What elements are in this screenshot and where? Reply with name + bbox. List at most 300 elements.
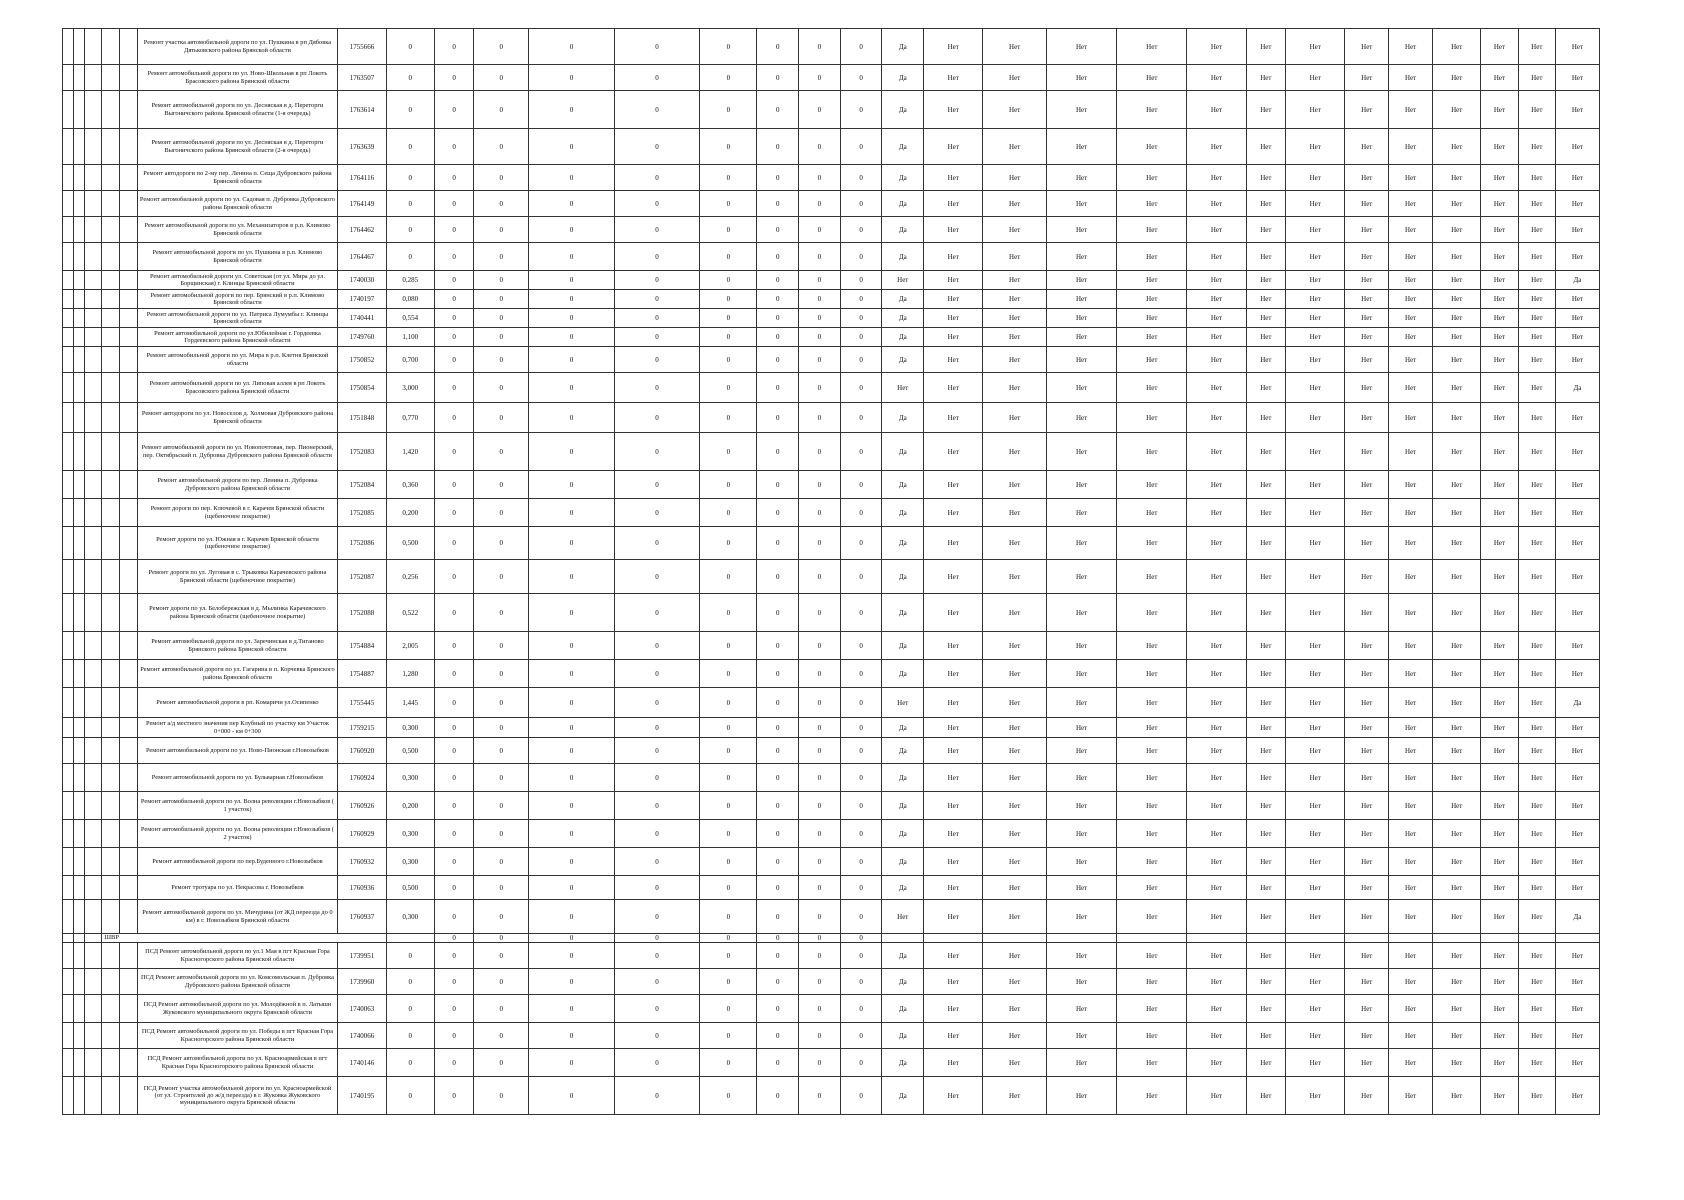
value-cell: 0 xyxy=(757,499,799,527)
value-cell: 0 xyxy=(434,290,473,309)
value-cell: 0 xyxy=(434,1077,473,1115)
object-name-cell: Ремонт тротуара по ул. Некрасова г. Новозыбков xyxy=(137,876,338,900)
flag-cell: Нет xyxy=(1117,764,1187,792)
index-cell xyxy=(120,165,138,191)
object-code-cell: 1760937 xyxy=(338,900,386,934)
flag-cell: Нет xyxy=(1389,29,1433,65)
flag-cell: Нет xyxy=(1481,1077,1518,1115)
index-cell xyxy=(120,969,138,995)
flag-cell: Нет xyxy=(1555,165,1599,191)
flag-cell: Нет xyxy=(1117,943,1187,969)
flag-cell: Нет xyxy=(1433,738,1481,764)
flag-cell: Нет xyxy=(1345,129,1389,165)
value-cell: 0 xyxy=(757,290,799,309)
flag-cell: Нет xyxy=(1555,1049,1599,1077)
flag-cell: Нет xyxy=(1117,792,1187,820)
length-cell: 0 xyxy=(386,165,434,191)
flag-cell: Нет xyxy=(1286,65,1345,91)
object-name-cell: Ремонт автомобильной дороги по ул. Ново-Пионская г.Новозыбков xyxy=(137,738,338,764)
value-cell: 0 xyxy=(529,718,615,738)
value-cell: 0 xyxy=(757,943,799,969)
flag-cell: Нет xyxy=(1555,309,1599,328)
flag-cell: Нет xyxy=(924,718,983,738)
value-cell: 0 xyxy=(757,347,799,373)
flag-cell: Нет xyxy=(1286,594,1345,632)
flag-cell: Нет xyxy=(1246,848,1285,876)
value-cell: 0 xyxy=(757,403,799,433)
value-cell: 0 xyxy=(434,848,473,876)
index-cell xyxy=(120,309,138,328)
flag-cell: Нет xyxy=(1246,129,1285,165)
flag-cell: Да xyxy=(882,527,924,560)
flag-cell: Нет xyxy=(983,527,1047,560)
value-cell: 0 xyxy=(840,165,882,191)
value-cell: 0 xyxy=(529,91,615,129)
flag-cell: Нет xyxy=(1518,900,1555,934)
flag-cell: Нет xyxy=(1286,718,1345,738)
flag-cell: Нет xyxy=(924,217,983,243)
flag-cell: Нет xyxy=(1187,560,1246,594)
value-cell: 0 xyxy=(799,347,841,373)
object-name-cell: Ремонт дороги по ул. Белобережская в д. Мылинка Карачевского района Брянской области (щебеночное покрытие) xyxy=(137,594,338,632)
value-cell: 0 xyxy=(799,129,841,165)
flag-cell: Нет xyxy=(1518,876,1555,900)
flag-cell: Нет xyxy=(1518,403,1555,433)
flag-cell: Нет xyxy=(1433,943,1481,969)
flag-cell: Нет xyxy=(1246,632,1285,660)
flag-cell: Нет xyxy=(1433,1077,1481,1115)
flag-cell: Нет xyxy=(1046,995,1116,1023)
flag-cell: Нет xyxy=(1433,820,1481,848)
value-cell: 0 xyxy=(434,129,473,165)
index-cell xyxy=(84,499,102,527)
flag-cell: Да xyxy=(882,820,924,848)
flag-cell: Нет xyxy=(1518,65,1555,91)
object-name-cell: Ремонт автодороги по 2-му пер. Ленина п. Сеща Дубровского района Брянской области xyxy=(137,165,338,191)
value-cell: 0 xyxy=(434,243,473,271)
index-cell xyxy=(73,718,84,738)
value-cell: 0 xyxy=(474,65,529,91)
flag-cell: Нет xyxy=(1345,660,1389,688)
value-cell: 0 xyxy=(529,271,615,290)
flag-cell: Нет xyxy=(1518,1049,1555,1077)
flag-cell: Нет xyxy=(1518,632,1555,660)
value-cell: 0 xyxy=(757,792,799,820)
index-cell xyxy=(84,764,102,792)
cell xyxy=(1389,934,1433,943)
flag-cell: Нет xyxy=(1286,499,1345,527)
value-cell: 0 xyxy=(757,764,799,792)
value-cell: 0 xyxy=(614,91,700,129)
flag-cell: Нет xyxy=(1117,688,1187,718)
flag-cell: Нет xyxy=(1246,820,1285,848)
index-cell xyxy=(73,943,84,969)
flag-cell: Нет xyxy=(924,688,983,718)
flag-cell: Нет xyxy=(1246,594,1285,632)
flag-cell: Нет xyxy=(1187,594,1246,632)
length-cell: 0,554 xyxy=(386,309,434,328)
index-cell xyxy=(84,1077,102,1115)
flag-cell: Нет xyxy=(1345,900,1389,934)
length-cell: 0 xyxy=(386,943,434,969)
value-cell: 0 xyxy=(474,433,529,471)
cell xyxy=(1117,934,1187,943)
table-row xyxy=(63,91,1600,129)
value-cell: 0 xyxy=(799,471,841,499)
value-cell: 0 xyxy=(614,738,700,764)
flag-cell: Нет xyxy=(1187,943,1246,969)
flag-cell: Нет xyxy=(1246,560,1285,594)
flag-cell: Нет xyxy=(1481,471,1518,499)
flag-cell: Нет xyxy=(1117,738,1187,764)
value-cell: 0 xyxy=(840,347,882,373)
flag-cell: Нет xyxy=(1433,848,1481,876)
table-row xyxy=(63,632,1600,660)
flag-cell: Нет xyxy=(983,91,1047,129)
object-name-cell: Ремонт дороги по ул. Луговая в с. Трыковка Карачевского района Брянской области (щебеночное покрытие) xyxy=(137,560,338,594)
flag-cell: Нет xyxy=(1187,373,1246,403)
flag-cell: Нет xyxy=(1246,347,1285,373)
object-code-cell: 1764462 xyxy=(338,217,386,243)
value-cell: 0 xyxy=(474,373,529,403)
flag-cell: Нет xyxy=(1246,943,1285,969)
flag-cell: Нет xyxy=(1345,792,1389,820)
object-code-cell: 1752084 xyxy=(338,471,386,499)
flag-cell: Нет xyxy=(1117,660,1187,688)
index-cell xyxy=(84,29,102,65)
index-cell xyxy=(84,347,102,373)
value-cell: 0 xyxy=(529,1049,615,1077)
value-cell: 0 xyxy=(434,328,473,347)
length-cell: 0,256 xyxy=(386,560,434,594)
flag-cell: Нет xyxy=(1433,471,1481,499)
value-cell: 0 xyxy=(757,91,799,129)
object-code-cell: 1759215 xyxy=(338,718,386,738)
index-cell xyxy=(73,499,84,527)
value-cell: 0 xyxy=(700,943,757,969)
value-cell: 0 xyxy=(529,29,615,65)
flag-cell: Нет xyxy=(1518,1023,1555,1049)
flag-cell: Нет xyxy=(1345,876,1389,900)
value-cell: 0 xyxy=(529,499,615,527)
value-cell: 0 xyxy=(434,309,473,328)
table-row xyxy=(63,688,1600,718)
flag-cell: Да xyxy=(1555,373,1599,403)
value-cell: 0 xyxy=(614,718,700,738)
index-cell xyxy=(84,65,102,91)
flag-cell: Нет xyxy=(1481,594,1518,632)
flag-cell: Нет xyxy=(1389,433,1433,471)
index-cell xyxy=(63,792,74,820)
value-cell: 0 xyxy=(529,217,615,243)
value-cell: 0 xyxy=(840,820,882,848)
flag-cell: Нет xyxy=(1187,471,1246,499)
flag-cell: Нет xyxy=(1481,560,1518,594)
value-cell: 0 xyxy=(434,560,473,594)
table-row xyxy=(63,217,1600,243)
value-cell: 0 xyxy=(799,243,841,271)
flag-cell: Нет xyxy=(1518,820,1555,848)
flag-cell: Нет xyxy=(983,373,1047,403)
flag-cell: Нет xyxy=(1345,191,1389,217)
flag-cell: Да xyxy=(882,191,924,217)
flag-cell: Нет xyxy=(1046,271,1116,290)
cell: 0 xyxy=(700,934,757,943)
flag-cell: Нет xyxy=(1117,309,1187,328)
index-cell xyxy=(120,876,138,900)
value-cell: 0 xyxy=(614,764,700,792)
flag-cell: Нет xyxy=(1187,433,1246,471)
value-cell: 0 xyxy=(474,1077,529,1115)
flag-cell: Нет xyxy=(924,560,983,594)
object-name-cell: Ремонт автомобильной дороги ул. Советская (от ул. Мира до ул. Борщинская) г. Клинцы Брянской области xyxy=(137,271,338,290)
flag-cell: Да xyxy=(882,718,924,738)
flag-cell: Нет xyxy=(1187,129,1246,165)
flag-cell: Нет xyxy=(1286,471,1345,499)
flag-cell: Нет xyxy=(1246,271,1285,290)
index-cell xyxy=(63,499,74,527)
flag-cell: Нет xyxy=(1433,433,1481,471)
value-cell: 0 xyxy=(799,969,841,995)
flag-cell: Нет xyxy=(1286,91,1345,129)
flag-cell: Нет xyxy=(1555,876,1599,900)
flag-cell: Нет xyxy=(924,165,983,191)
flag-cell: Нет xyxy=(1481,527,1518,560)
flag-cell: Нет xyxy=(1246,29,1285,65)
flag-cell: Нет xyxy=(1481,328,1518,347)
flag-cell: Нет xyxy=(1389,217,1433,243)
flag-cell: Нет xyxy=(983,347,1047,373)
index-cell xyxy=(73,433,84,471)
value-cell: 0 xyxy=(529,309,615,328)
flag-cell: Нет xyxy=(924,527,983,560)
flag-cell: Нет xyxy=(1555,403,1599,433)
length-cell: 0,500 xyxy=(386,876,434,900)
value-cell: 0 xyxy=(614,347,700,373)
value-cell: 0 xyxy=(757,433,799,471)
value-cell: 0 xyxy=(474,820,529,848)
value-cell: 0 xyxy=(529,792,615,820)
flag-cell: Нет xyxy=(1286,433,1345,471)
flag-cell: Нет xyxy=(1555,191,1599,217)
flag-cell: Нет xyxy=(1046,403,1116,433)
flag-cell: Нет xyxy=(1345,969,1389,995)
flag-cell: Нет xyxy=(1389,527,1433,560)
flag-cell: Нет xyxy=(1481,29,1518,65)
table-row xyxy=(63,560,1600,594)
value-cell: 0 xyxy=(799,943,841,969)
flag-cell: Нет xyxy=(1389,347,1433,373)
value-cell: 0 xyxy=(757,527,799,560)
table-row xyxy=(63,271,1600,290)
flag-cell: Нет xyxy=(1389,403,1433,433)
flag-cell: Нет xyxy=(924,129,983,165)
length-cell: 0 xyxy=(386,129,434,165)
flag-cell: Нет xyxy=(1555,764,1599,792)
value-cell: 0 xyxy=(529,433,615,471)
index-cell xyxy=(63,373,74,403)
flag-cell: Нет xyxy=(983,1077,1047,1115)
table-row xyxy=(63,1049,1600,1077)
value-cell: 0 xyxy=(700,995,757,1023)
flag-cell: Нет xyxy=(983,900,1047,934)
value-cell: 0 xyxy=(474,243,529,271)
flag-cell: Нет xyxy=(1518,309,1555,328)
index-cell xyxy=(63,934,74,943)
flag-cell: Нет xyxy=(1286,309,1345,328)
index-cell xyxy=(120,499,138,527)
index-cell xyxy=(73,328,84,347)
flag-cell: Нет xyxy=(882,688,924,718)
index-cell xyxy=(73,738,84,764)
value-cell: 0 xyxy=(799,688,841,718)
index-cell xyxy=(102,900,120,934)
index-cell xyxy=(84,848,102,876)
value-cell: 0 xyxy=(474,527,529,560)
value-cell: 0 xyxy=(474,309,529,328)
index-cell xyxy=(102,560,120,594)
value-cell: 0 xyxy=(700,499,757,527)
flag-cell: Нет xyxy=(1286,271,1345,290)
flag-cell: Нет xyxy=(1433,876,1481,900)
value-cell: 0 xyxy=(799,165,841,191)
value-cell: 0 xyxy=(700,243,757,271)
flag-cell: Нет xyxy=(1518,560,1555,594)
length-cell: 0 xyxy=(386,217,434,243)
flag-cell: Да xyxy=(1555,900,1599,934)
object-name-cell: Ремонт автомобильной дороги по ул. Мичурина (от ЖД переезда до 0 км) в г. Новозыбков Брянской области xyxy=(137,900,338,934)
flag-cell: Нет xyxy=(924,632,983,660)
index-cell xyxy=(73,560,84,594)
value-cell: 0 xyxy=(757,848,799,876)
flag-cell: Нет xyxy=(983,848,1047,876)
flag-cell: Нет xyxy=(1046,820,1116,848)
index-cell xyxy=(84,934,102,943)
object-code-cell: 1763507 xyxy=(338,65,386,91)
object-name-cell: Ремонт автомобильной дороги по ул. Волна революции г.Новозыбков ( 2 участок) xyxy=(137,820,338,848)
flag-cell: Нет xyxy=(1389,820,1433,848)
value-cell: 0 xyxy=(757,165,799,191)
flag-cell: Да xyxy=(882,1049,924,1077)
flag-cell: Нет xyxy=(924,271,983,290)
flag-cell: Нет xyxy=(1117,632,1187,660)
value-cell: 0 xyxy=(840,848,882,876)
flag-cell: Нет xyxy=(1345,764,1389,792)
index-cell xyxy=(102,1077,120,1115)
value-cell: 0 xyxy=(840,129,882,165)
index-cell xyxy=(102,969,120,995)
object-code-cell: 1752087 xyxy=(338,560,386,594)
cell xyxy=(1286,934,1345,943)
flag-cell: Нет xyxy=(1518,969,1555,995)
value-cell: 0 xyxy=(840,764,882,792)
flag-cell: Нет xyxy=(1046,632,1116,660)
flag-cell: Нет xyxy=(1117,29,1187,65)
flag-cell: Нет xyxy=(1518,718,1555,738)
flag-cell: Нет xyxy=(1433,290,1481,309)
value-cell: 0 xyxy=(614,820,700,848)
index-cell xyxy=(84,91,102,129)
object-name-cell: Ремонт дороги по ул. Южная в г. Карачев Брянской области (щебеночное покрытие) xyxy=(137,527,338,560)
index-cell xyxy=(63,1023,74,1049)
value-cell: 0 xyxy=(614,560,700,594)
flag-cell: Нет xyxy=(983,243,1047,271)
index-cell xyxy=(102,688,120,718)
flag-cell: Нет xyxy=(1345,217,1389,243)
flag-cell: Нет xyxy=(983,792,1047,820)
flag-cell: Да xyxy=(882,969,924,995)
table-row xyxy=(63,328,1600,347)
cell xyxy=(1481,934,1518,943)
flag-cell: Нет xyxy=(1187,165,1246,191)
object-code-cell: 1755666 xyxy=(338,29,386,65)
value-cell: 0 xyxy=(614,969,700,995)
flag-cell: Нет xyxy=(882,271,924,290)
index-cell xyxy=(102,848,120,876)
object-code-cell: 1764149 xyxy=(338,191,386,217)
table-row xyxy=(63,969,1600,995)
flag-cell: Нет xyxy=(1345,1049,1389,1077)
index-cell xyxy=(63,527,74,560)
flag-cell: Нет xyxy=(1187,900,1246,934)
value-cell: 0 xyxy=(474,943,529,969)
value-cell: 0 xyxy=(840,309,882,328)
flag-cell: Нет xyxy=(924,191,983,217)
value-cell: 0 xyxy=(434,738,473,764)
flag-cell: Нет xyxy=(924,943,983,969)
value-cell: 0 xyxy=(434,900,473,934)
flag-cell: Нет xyxy=(983,217,1047,243)
index-cell xyxy=(73,594,84,632)
value-cell: 0 xyxy=(799,900,841,934)
index-cell xyxy=(120,688,138,718)
flag-cell: Нет xyxy=(882,900,924,934)
object-name-cell: ПСД Ремонт автомобильной дороги по ул. Красноармейская в пгт Красная Гора Красногорского района Брянской области xyxy=(137,1049,338,1077)
flag-cell: Нет xyxy=(924,900,983,934)
flag-cell: Нет xyxy=(1187,217,1246,243)
flag-cell: Нет xyxy=(1555,243,1599,271)
index-cell xyxy=(120,65,138,91)
value-cell: 0 xyxy=(799,1023,841,1049)
flag-cell: Нет xyxy=(924,471,983,499)
value-cell: 0 xyxy=(529,660,615,688)
flag-cell: Нет xyxy=(1518,433,1555,471)
value-cell: 0 xyxy=(434,499,473,527)
value-cell: 0 xyxy=(700,65,757,91)
value-cell: 0 xyxy=(840,328,882,347)
flag-cell: Нет xyxy=(1345,65,1389,91)
flag-cell: Нет xyxy=(1046,65,1116,91)
object-code-cell: 1752086 xyxy=(338,527,386,560)
value-cell: 0 xyxy=(434,1023,473,1049)
value-cell: 0 xyxy=(614,217,700,243)
flag-cell: Нет xyxy=(1286,792,1345,820)
flag-cell: Нет xyxy=(1481,271,1518,290)
flag-cell: Нет xyxy=(1389,243,1433,271)
flag-cell: Да xyxy=(882,29,924,65)
index-cell xyxy=(84,594,102,632)
flag-cell: Нет xyxy=(1518,217,1555,243)
flag-cell: Нет xyxy=(1187,718,1246,738)
flag-cell: Нет xyxy=(1481,718,1518,738)
value-cell: 0 xyxy=(529,527,615,560)
value-cell: 0 xyxy=(614,129,700,165)
index-cell xyxy=(73,165,84,191)
flag-cell: Нет xyxy=(1286,969,1345,995)
flag-cell: Нет xyxy=(1187,848,1246,876)
value-cell: 0 xyxy=(474,91,529,129)
table-row xyxy=(63,471,1600,499)
